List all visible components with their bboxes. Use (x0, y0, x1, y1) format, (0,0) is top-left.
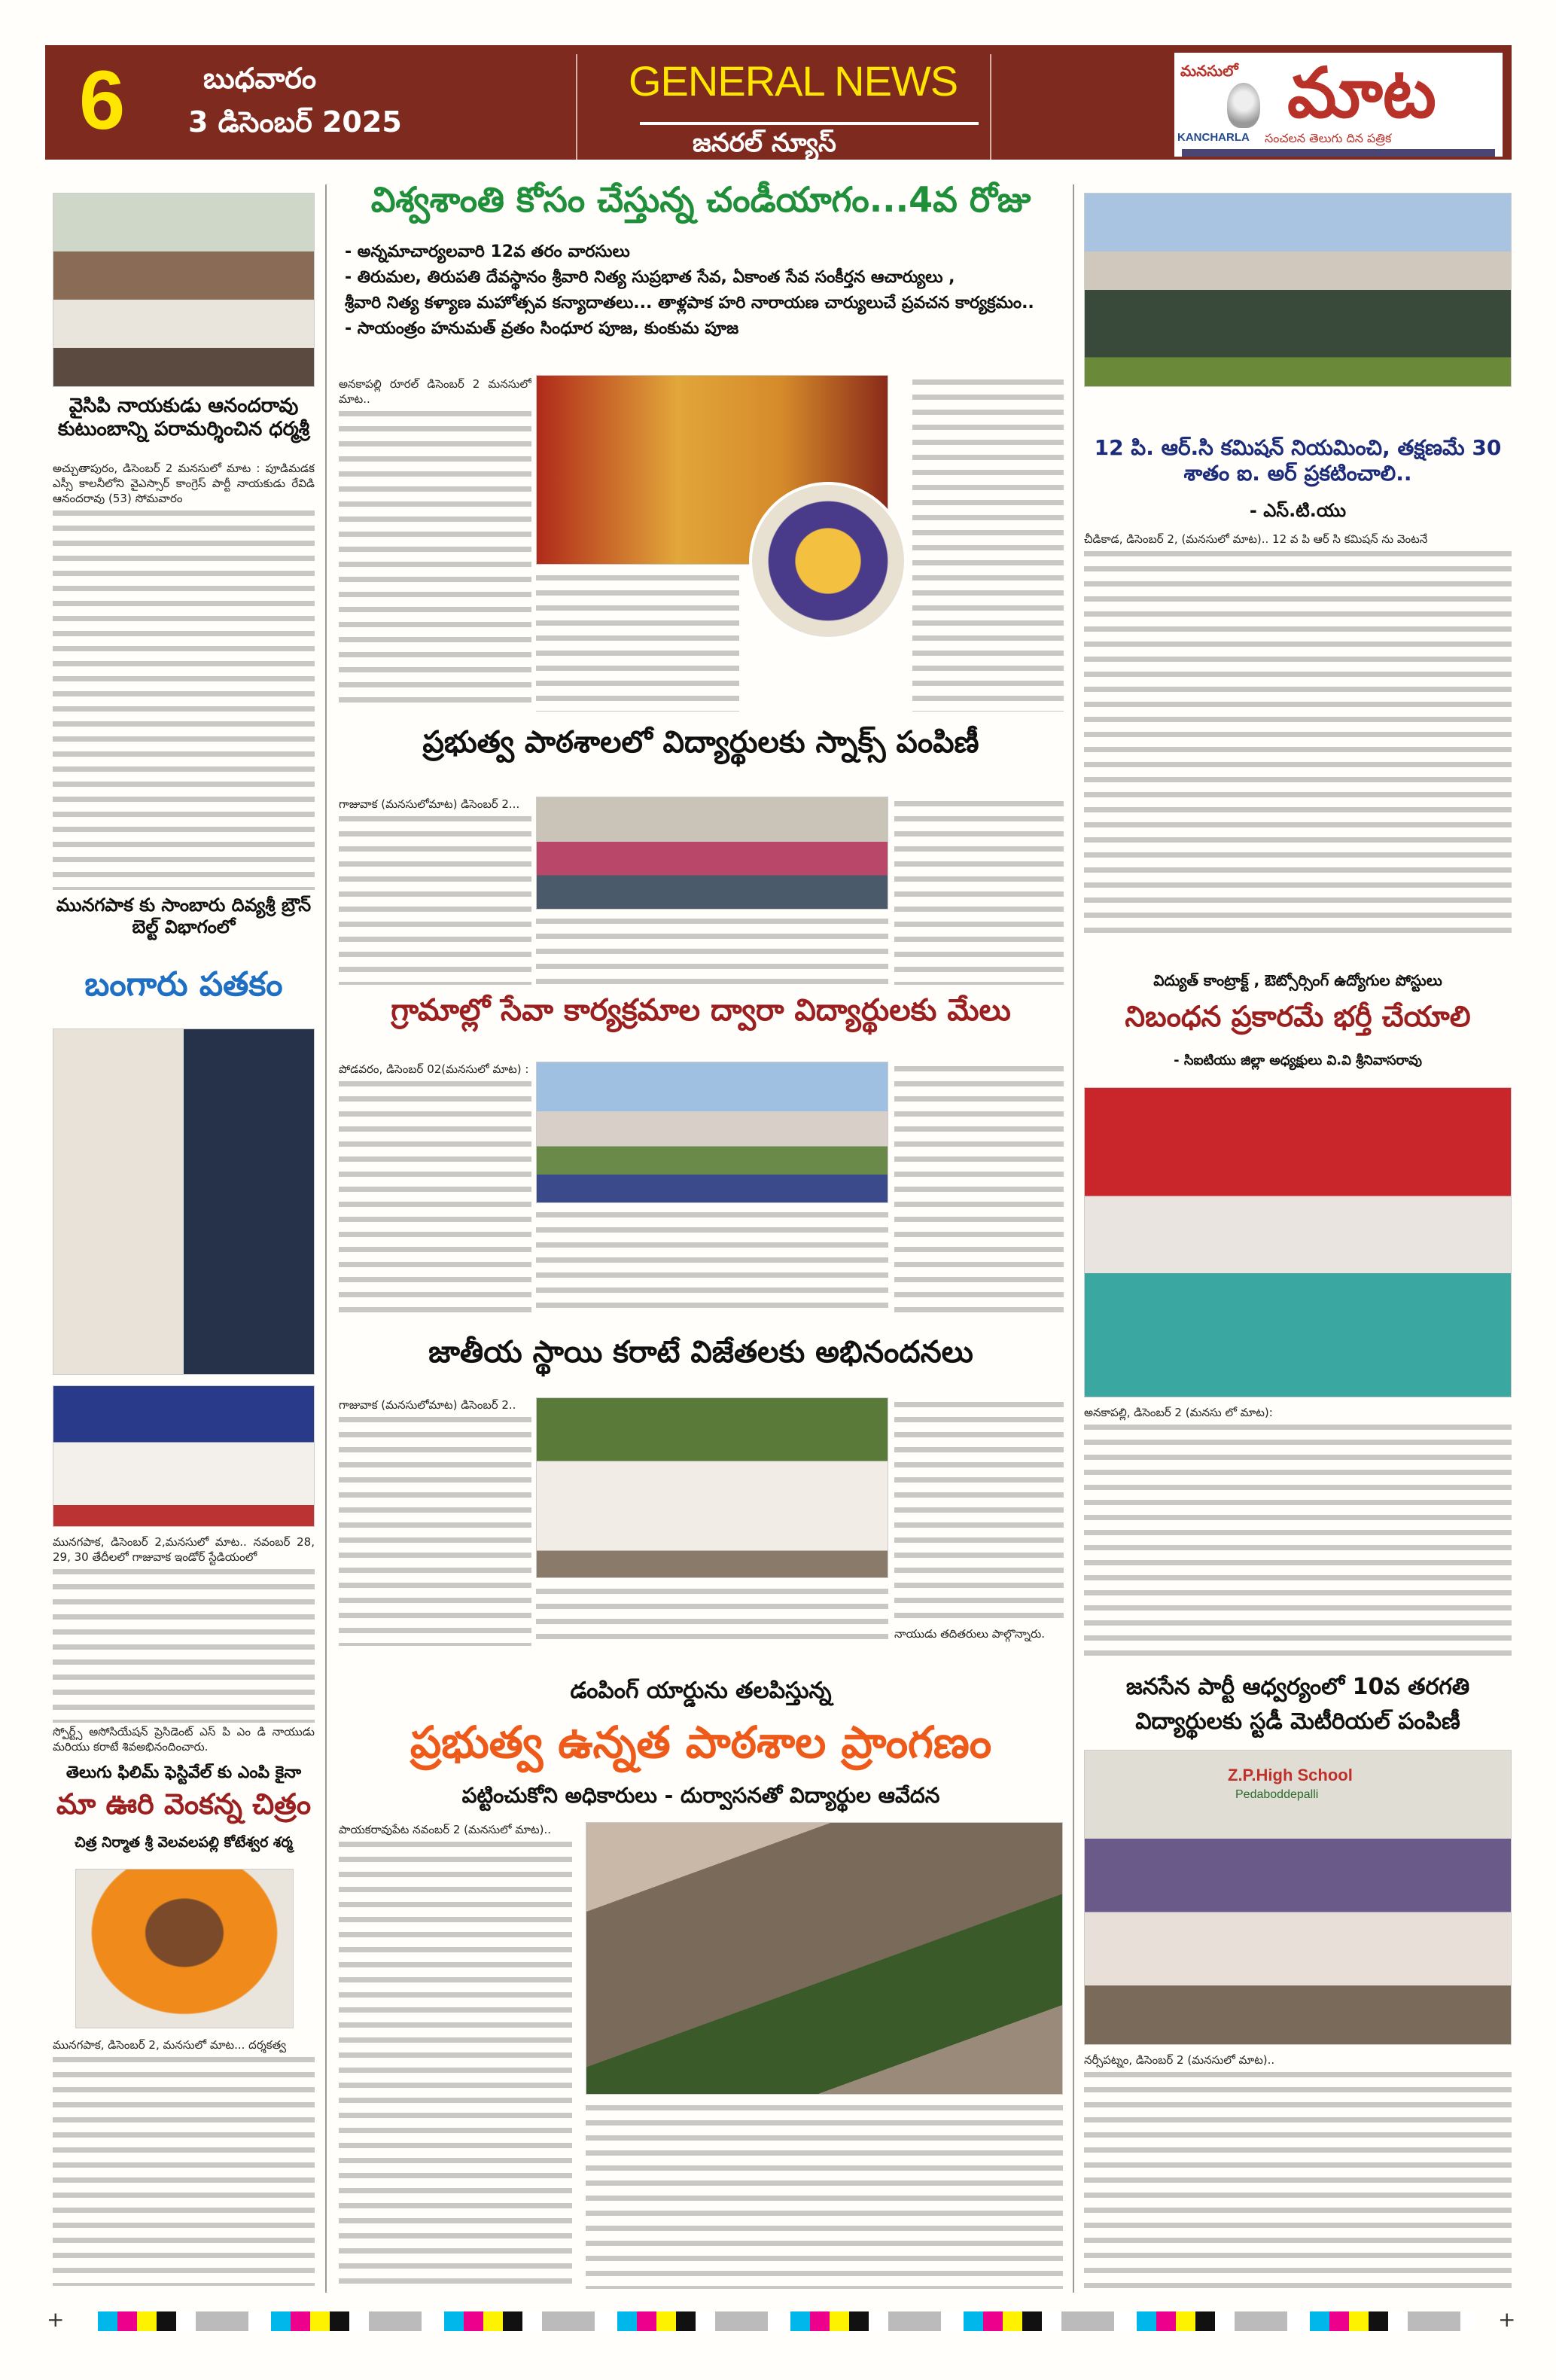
bullet-item: - తిరుమల, తిరుపతి దేవస్థానం శ్రీవారి నిత్య సుప్రభాత సేవ, ఏకాంత సేవ సంకీర్తన ఆచార్యులు , (345, 268, 955, 287)
photo-felicitation-circle (749, 482, 907, 640)
article-lead: గాజువాక (మనసులోమాట) డిసెంబర్ 2.. (339, 1398, 516, 1412)
issue-date: 3 డిసెంబర్ 2025 (188, 105, 402, 139)
article-body (339, 1397, 531, 1646)
headline-chandi-yagam: విశ్వశాంతి కోసం చేస్తున్న చండీయాగం...4వ రోజు (370, 179, 1031, 220)
article-body (536, 571, 739, 712)
photo-citu-leaders (1084, 1087, 1512, 1397)
school-sign: Z.P.High School (1228, 1766, 1353, 1784)
article-lead: మునగపాక, డిసెంబర్ 2,మనసులో మాట.. నవంబర్ 28, 29, 30 తేదీలలో గాజువాక ఇండోర్ స్టేడియంలో (53, 1535, 315, 1564)
logo-bar (1182, 149, 1495, 157)
logo-tagline: సంచలన తెలుగు దిన పత్రిక (1265, 131, 1392, 145)
article-body (339, 1822, 572, 2289)
article-tail: స్పోర్ట్స్ అసోసియేషన్ ప్రెసిడెంట్ ఎస్ పి ఎం డి నాయుడు మరియు కరాటే శివఅభినందించారు. (53, 1725, 315, 1754)
subhead-producer: చిత్ర నిర్మాత శ్రీ వెలవలపల్లి కోటేశ్వర శర్మ (75, 1834, 293, 1851)
headline-recruitment-rules: నిబంధన ప్రకారమే భర్తీ చేయాలి (1125, 1000, 1471, 1033)
article-body (339, 1062, 531, 1318)
divider (640, 122, 979, 125)
divider (990, 54, 991, 160)
article-body (53, 2037, 315, 2286)
photo-students-snacks (536, 797, 888, 910)
article-lead: చీడికాడ, డిసెంబర్ 2, (మనసులో మాట).. 12 వ పి ఆర్ సి కమిషన్ ను వెంటనే (1084, 532, 1428, 546)
bullet-item: శ్రీవారి నిత్య కళ్యాణ మహోత్సవ కన్యాదాతలు... తాళ్లపాక హరి నారాయణ చార్యులుచే ప్రవచన కార్యక్రమం.. (345, 294, 1034, 312)
photo-garbage-dump (586, 1822, 1063, 2095)
portrait-icon (1227, 83, 1260, 128)
article-body (339, 376, 531, 712)
article-body (1084, 2052, 1512, 2289)
article-lead: మునగపాక, డిసెంబర్ 2, మనసులో మాట... దర్శకత్వ (53, 2038, 286, 2052)
column-rule (325, 184, 327, 2293)
page-number: 6 (79, 54, 126, 147)
photo-producer (75, 1869, 294, 2028)
kicker-brown-belt: మునగపాక కు సాంబారు దివ్యశ్రీ బ్రౌన్ బెల్ట్ విభాగంలో (56, 894, 312, 937)
photo-karate-team (53, 1385, 315, 1527)
kicker-outsourcing: విద్యుత్ కాంట్రాక్ట్ , ఔట్సోర్సింగ్ ఉద్యోగుల పోస్టులు (1153, 971, 1442, 989)
article-body (894, 797, 1064, 985)
article-body (536, 914, 888, 985)
article-body (339, 797, 531, 985)
newspaper-logo (1174, 53, 1503, 157)
photo-seva-camp (536, 1062, 888, 1203)
article-lead: నర్సీపట్నం, డిసెంబర్ 2 (మనసులో మాట).. (1084, 2053, 1275, 2067)
registration-mark-icon: + (1498, 2307, 1516, 2332)
kicker-dumping-yard: డంపింగ్ యార్డును తలపిస్తున్న (570, 1678, 832, 1704)
headline-venkanna-film: మా ఊరి వెంకన్న చిత్రం (56, 1787, 312, 1821)
logo-brand: KANCHARLA (1177, 131, 1250, 144)
headline-study-material: జనసేన పార్టీ ఆధ్వర్యంలో 10వ తరగతి విద్యార్థులకు స్టడీ మెటీరియల్ పంపిణీ (1125, 1674, 1470, 1735)
section-title-te: జనరల్ న్యూస్ (693, 128, 836, 158)
weekday: బుధవారం (203, 62, 317, 95)
article-lead: పోడవరం, డిసెంబర్ 02(మనసులో మాట) : (339, 1062, 529, 1076)
photo-school-students (1084, 1750, 1512, 2045)
article-body (536, 1208, 888, 1318)
headline-school-premises: ప్రభుత్వ ఉన్నత పాఠశాల ప్రాంగణం (410, 1717, 992, 1768)
article-lead: అచ్చుతాపురం, డిసెంబర్ 2 మనసులో మాట : పూడిమడక ఎస్సీ కాలనీలోని వైఎస్సార్ కాంగ్రెస్ పార్టీ నాయకుడు రేవిడి ఆనందరావు (53) సోమవారం (53, 462, 315, 505)
school-sign-place: Pedaboddepalli (1235, 1788, 1319, 1801)
photo-stu-meeting (1084, 193, 1512, 387)
bullet-item: - అన్నమాచార్యలవారి 12వ తరం వారసులు (345, 242, 630, 261)
article-body (536, 1584, 888, 1646)
logo-main-text: మాట (1287, 53, 1436, 133)
article-body (1084, 1405, 1512, 1661)
kicker-film-festival: తెలుగు ఫిలిమ్ ఫెస్టివేల్ కు ఎంపి కైనా (65, 1763, 302, 1782)
highlight-bullets (345, 239, 1060, 342)
article-lead: అనకాపల్లి, డిసెంబర్ 2 (మనసు లో మాట): (1084, 1406, 1273, 1419)
article-body (894, 1062, 1064, 1318)
subhead-students-concern: పట్టించుకోని అధికారులు - దుర్వాసనతో విద్యార్థుల ఆవేదన (461, 1783, 940, 1808)
headline-karate-winners: జాతీయ స్థాయి కరాటే విజేతలకు అభినందనలు (428, 1335, 973, 1370)
headline-seva-programs: గ్రామాల్లో సేవా కార్యక్రమాల ద్వారా విద్యార్థులకు మేలు (391, 993, 1011, 1028)
section-title-en: GENERAL NEWS (629, 57, 958, 105)
article-body (1084, 532, 1512, 938)
photo-karate-children (536, 1397, 888, 1578)
article-body (586, 2101, 1063, 2289)
headline-dharmasri: వైసిపి నాయకుడు ఆనందరావు కుటుంబాన్ని పరామర్శించిన ధర్మశ్రీ (57, 395, 310, 441)
photo-karate-medal (53, 1028, 315, 1375)
column-rule (1073, 184, 1074, 2293)
masthead (45, 45, 1512, 160)
article-body (53, 1534, 315, 1723)
headline-snacks-distribution: ప్రభుత్వ పాఠశాలలో విద్యార్థులకు స్నాక్స్ పంపిణీ (422, 725, 979, 760)
bullet-item: - సాయంత్రం హనుమత్ వ్రతం సింధూర పూజ, కుంకుమ పూజ (345, 319, 739, 338)
headline-prc-commission: 12 పి. ఆర్.సి కమిషన్ నియమించి, తక్షణమే 30 శాతం ఐ. అర్ ప్రకటించాలి.. (1094, 435, 1502, 486)
article-lead: అనకాపల్లి రూరల్ డిసెంబర్ 2 మనసులో మాట.. (339, 377, 531, 406)
byline-stu: - ఎస్.టి.యు (1249, 500, 1347, 521)
article-body (912, 375, 1064, 712)
article-lead: గాజువాక (మనసులోమాట) డిసెంబర్ 2... (339, 797, 520, 811)
article-body (53, 461, 315, 890)
registration-mark-icon: + (47, 2307, 65, 2332)
photo-ycp-leader-visit (53, 193, 315, 387)
article-body (894, 1397, 1064, 1623)
color-calibration-strip (98, 2311, 1475, 2331)
headline-gold-medal: బంగారు పతకం (84, 965, 283, 1004)
byline-citu: - సిఐటియు జిల్లా అధ్యక్షులు వి.వి శ్రీనివాసరావు (1174, 1053, 1422, 1068)
article-lead: పాయకరావుపేట నవంబర్ 2 (మనసులో మాట).. (339, 1823, 552, 1836)
divider (576, 54, 577, 160)
logo-top-text: మనసులో (1180, 62, 1238, 80)
article-tail: నాయుడు తదితరులు పాల్గొన్నారు. (894, 1627, 1045, 1641)
